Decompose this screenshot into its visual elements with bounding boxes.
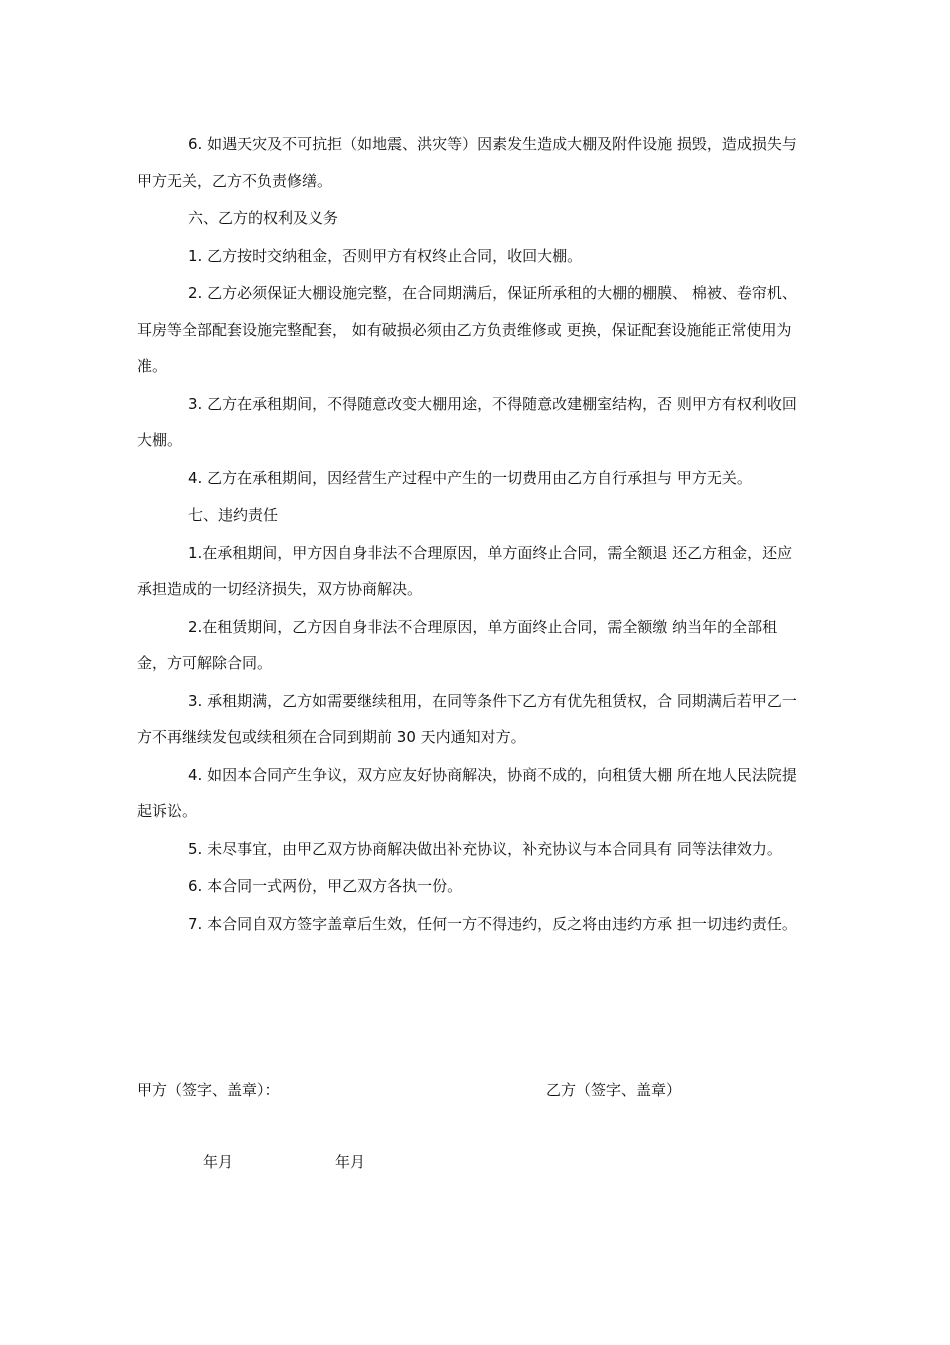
clause-6-3: 3. 乙方在承租期间，不得随意改变大棚用途，不得随意改建棚室结构，否 则甲方有权利收回大棚。 bbox=[137, 394, 797, 449]
clause-7-4: 4. 如因本合同产生争议，双方应友好协商解决，协商不成的，向租赁大棚 所在地人民法院提起诉讼。 bbox=[137, 765, 797, 820]
clause-6-4: 4. 乙方在承租期间，因经营生产过程中产生的一切费用由乙方自行承担与 甲方无关。 bbox=[188, 468, 752, 487]
section-heading-7: 七、违约责任 bbox=[188, 506, 279, 524]
clause-6-2: 2. 乙方必须保证大棚设施完整，在合同期满后，保证所承租的大棚的棚膜、 棉被、卷帘机、 耳房等全部配套设施完整配套， 如有破损必须由乙方负责维修或 更换，保证配套设施能正常使用为准。 bbox=[137, 284, 797, 375]
clause-7-1: 1.在承租期间，甲方因自身非法不合理原因，单方面终止合同，需全额退 还乙方租金，还应承担造成的一切经济损失，双方协商解决。 bbox=[137, 543, 793, 598]
clause-7-3: 3. 承租期满，乙方如需要继续租用，在同等条件下乙方有优先租赁权，合 同期满后若甲乙一方不再继续发包或续租须在合同到期前 30 天内通知对方。 bbox=[137, 691, 797, 746]
clause-7-7: 7. 本合同自双方签字盖章后生效，任何一方不得违约，反之将由违约方承 担一切违约责任。 bbox=[188, 914, 797, 933]
party-b-signature-label: 乙方（签字、盖章） bbox=[546, 1081, 682, 1099]
party-b-date-label: 年月 bbox=[335, 1153, 366, 1171]
clause-7-2: 2.在租赁期间，乙方因自身非法不合理原因，单方面终止合同，需全额缴 纳当年的全部租金，方可解除合同。 bbox=[137, 617, 778, 672]
clause-7-6: 6. 本合同一式两份，甲乙双方各执一份。 bbox=[188, 877, 463, 895]
section-heading-6: 六、乙方的权利及义务 bbox=[188, 209, 339, 227]
clause-7-5: 5. 未尽事宜，由甲乙双方协商解决做出补充协议，补充协议与本合同具有 同等法律效力。 bbox=[188, 839, 782, 858]
party-a-signature-label: 甲方（签字、盖章）： bbox=[137, 1081, 280, 1099]
party-a-date-label: 年月 bbox=[203, 1153, 234, 1171]
clause-6-1: 1. 乙方按时交纳租金，否则甲方有权终止合同，收回大棚。 bbox=[188, 246, 583, 265]
contract-body bbox=[137, 126, 805, 943]
clause-5-6: 6. 如遇天灾及不可抗拒（如地震、洪灾等）因素发生造成大棚及附件设施 损毁，造成损失与甲方无关，乙方不负责修缮。 bbox=[137, 135, 797, 190]
